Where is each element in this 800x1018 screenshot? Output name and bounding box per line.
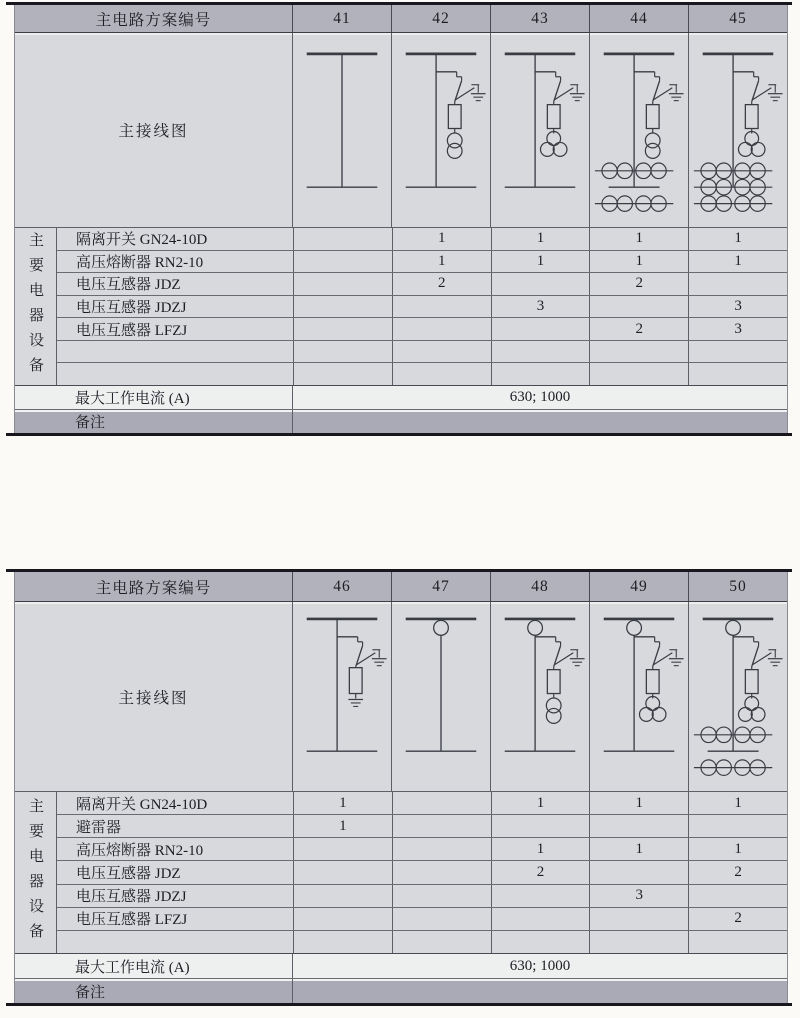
- equipment-name: 隔离开关 GN24-10D: [57, 228, 294, 250]
- circuit-diagram-42: [392, 33, 491, 227]
- equipment-row: [57, 792, 787, 815]
- circuit-diagram-svg: [590, 33, 688, 227]
- equipment-qty: [393, 792, 492, 814]
- diagram-row: [15, 602, 787, 792]
- circuit-diagram-46: [293, 602, 392, 791]
- equipment-qty: [492, 885, 591, 907]
- equipment-row: [57, 318, 787, 341]
- circuit-diagram-svg: [590, 602, 688, 791]
- equipment-rows: [57, 792, 787, 953]
- circuit-diagram-svg: [392, 602, 490, 791]
- equipment-qty: [393, 885, 492, 907]
- equipment-name: [57, 341, 294, 363]
- equipment-qty: [492, 908, 591, 930]
- equipment-qty: [590, 908, 689, 930]
- equipment-qty: [393, 341, 492, 363]
- equipment-row: [57, 931, 787, 953]
- equipment-row: [57, 251, 787, 274]
- equipment-qty: 1: [734, 840, 742, 857]
- equipment-qty: [689, 273, 787, 295]
- diagram-label: 主接线图: [15, 33, 293, 227]
- diagram-label: 主接线图: [15, 602, 293, 791]
- equipment-name: 高压熔断器 RN2-10: [57, 251, 294, 273]
- scheme-number-label: 主电路方案编号: [15, 572, 293, 601]
- scheme-col-42: 42: [392, 5, 491, 32]
- equipment-name: 电压互感器 JDZJ: [57, 296, 294, 318]
- equipment-row: [57, 885, 787, 908]
- equipment-qty: 2: [734, 863, 742, 880]
- scheme-col-46: 46: [293, 572, 392, 601]
- max-current-row: [15, 953, 787, 978]
- equipment-name: 高压熔断器 RN2-10: [57, 838, 294, 860]
- equipment-qty: [294, 273, 393, 295]
- equipment-qty: 1: [393, 251, 492, 273]
- equipment-qty: 1: [294, 815, 393, 837]
- equipment-qty: [393, 861, 492, 883]
- circuit-diagram-45: [689, 33, 787, 227]
- scheme-col-49: 49: [590, 572, 689, 601]
- equipment-qty: [294, 885, 393, 907]
- equipment-qty: 2: [590, 318, 689, 340]
- scheme-col-45: 45: [729, 9, 747, 27]
- equipment-section: [15, 792, 787, 953]
- scheme-col-41: 41: [293, 5, 392, 32]
- scheme-col-43: 43: [491, 5, 590, 32]
- equipment-qty: [294, 296, 393, 318]
- circuit-diagram-43: [491, 33, 590, 227]
- circuit-diagram-47: [392, 602, 491, 791]
- equipment-qty: [689, 363, 787, 385]
- equipment-qty: [590, 341, 689, 363]
- equipment-qty: 1: [590, 792, 689, 814]
- remark-value: [293, 410, 787, 433]
- equipment-qty: 1: [734, 794, 742, 811]
- equipment-qty: 2: [492, 861, 591, 883]
- equipment-qty: 3: [492, 296, 591, 318]
- equipment-qty: [492, 815, 591, 837]
- remark-label: 备注: [15, 410, 293, 433]
- circuit-diagram-svg: [293, 602, 391, 791]
- equipment-qty: [393, 908, 492, 930]
- equipment-name: 电压互感器 LFZJ: [57, 318, 294, 340]
- max-current-label: 最大工作电流 (A): [15, 954, 293, 978]
- scheme-number-label: 主电路方案编号: [15, 5, 293, 32]
- circuit-diagram-50: [689, 602, 787, 791]
- equipment-qty: [393, 931, 492, 953]
- equipment-qty: [492, 341, 591, 363]
- circuit-diagram-svg: [491, 33, 589, 227]
- equipment-qty: [294, 931, 393, 953]
- circuit-diagram-44: [590, 33, 689, 227]
- equipment-qty: [689, 815, 787, 837]
- equipment-qty: [294, 228, 393, 250]
- equipment-qty: [294, 341, 393, 363]
- scheme-col-48: 48: [491, 572, 590, 601]
- equipment-qty: [294, 908, 393, 930]
- equipment-qty: [492, 931, 591, 953]
- circuit-diagram-49: [590, 602, 689, 791]
- equipment-qty: [492, 273, 591, 295]
- remark-value: [293, 979, 787, 1003]
- remark-row: [15, 978, 787, 1003]
- equipment-qty: 1: [492, 228, 591, 250]
- circuit-diagram-svg: [689, 33, 787, 227]
- max-current-value: 630; 1000: [509, 389, 571, 405]
- equipment-section-label: 主要电器设备: [15, 228, 57, 385]
- equipment-qty: [590, 861, 689, 883]
- equipment-name: 隔离开关 GN24-10D: [57, 792, 294, 814]
- table2-bottom-rule: [6, 1003, 792, 1006]
- equipment-qty: 3: [734, 298, 742, 315]
- equipment-qty: 1: [393, 228, 492, 250]
- equipment-qty: [393, 318, 492, 340]
- equipment-qty: 1: [294, 792, 393, 814]
- equipment-qty: [689, 885, 787, 907]
- equipment-row: [57, 861, 787, 884]
- equipment-qty: 1: [590, 251, 689, 273]
- scheme-table-46-50: [14, 572, 788, 1003]
- circuit-diagram-41: [293, 33, 392, 227]
- max-current-label: 最大工作电流 (A): [15, 386, 293, 409]
- remark-row: [15, 409, 787, 433]
- max-current-value: 630; 1000: [509, 957, 571, 974]
- equipment-qty: [393, 815, 492, 837]
- equipment-row: [57, 815, 787, 838]
- circuit-diagram-svg: [491, 602, 589, 791]
- circuit-diagram-svg: [392, 33, 490, 227]
- equipment-row: [57, 296, 787, 319]
- equipment-qty: [689, 341, 787, 363]
- remark-label: 备注: [15, 979, 293, 1003]
- scheme-table-41-45: [14, 5, 788, 433]
- equipment-name: 电压互感器 JDZ: [57, 861, 294, 883]
- scheme-number-header-row: [15, 572, 787, 602]
- equipment-qty: [393, 296, 492, 318]
- scheme-number-header-row: [15, 5, 787, 33]
- equipment-qty: [590, 363, 689, 385]
- equipment-section: [15, 228, 787, 385]
- equipment-row: [57, 363, 787, 385]
- circuit-diagram-svg: [293, 33, 391, 227]
- equipment-qty: 2: [590, 273, 689, 295]
- equipment-qty: 3: [590, 885, 689, 907]
- equipment-qty: 2: [393, 273, 492, 295]
- diagram-row: [15, 33, 787, 228]
- equipment-row: [57, 228, 787, 251]
- equipment-qty: [294, 251, 393, 273]
- equipment-qty: [689, 931, 787, 953]
- equipment-qty: 1: [590, 838, 689, 860]
- equipment-name: 电压互感器 LFZJ: [57, 908, 294, 930]
- equipment-name: [57, 931, 294, 953]
- equipment-qty: [393, 838, 492, 860]
- scheme-col-44: 44: [590, 5, 689, 32]
- equipment-qty: [492, 318, 591, 340]
- equipment-qty: [393, 363, 492, 385]
- equipment-qty: 2: [734, 910, 742, 927]
- max-current-row: [15, 385, 787, 409]
- equipment-name: 避雷器: [57, 815, 294, 837]
- equipment-name: [57, 363, 294, 385]
- equipment-qty: 1: [492, 838, 591, 860]
- equipment-qty: [294, 318, 393, 340]
- equipment-qty: 1: [492, 251, 591, 273]
- equipment-row: [57, 838, 787, 861]
- equipment-qty: [294, 861, 393, 883]
- equipment-qty: [294, 838, 393, 860]
- equipment-section-label: 主要电器设备: [15, 792, 57, 953]
- scheme-col-47: 47: [392, 572, 491, 601]
- table1-bottom-rule: [6, 433, 792, 436]
- equipment-qty: [590, 931, 689, 953]
- equipment-row: [57, 273, 787, 296]
- equipment-qty: 3: [734, 320, 742, 337]
- equipment-qty: 1: [734, 252, 742, 269]
- equipment-row: [57, 341, 787, 364]
- equipment-qty: 1: [492, 792, 591, 814]
- circuit-diagram-svg: [689, 602, 787, 791]
- circuit-diagram-48: [491, 602, 590, 791]
- equipment-qty: 1: [590, 228, 689, 250]
- equipment-qty: [590, 296, 689, 318]
- equipment-qty: [294, 363, 393, 385]
- scheme-col-50: 50: [729, 577, 747, 595]
- equipment-name: 电压互感器 JDZJ: [57, 885, 294, 907]
- equipment-row: [57, 908, 787, 931]
- equipment-name: 电压互感器 JDZ: [57, 273, 294, 295]
- equipment-qty: [590, 815, 689, 837]
- equipment-qty: 1: [734, 230, 742, 247]
- equipment-rows: [57, 228, 787, 385]
- equipment-qty: [492, 363, 591, 385]
